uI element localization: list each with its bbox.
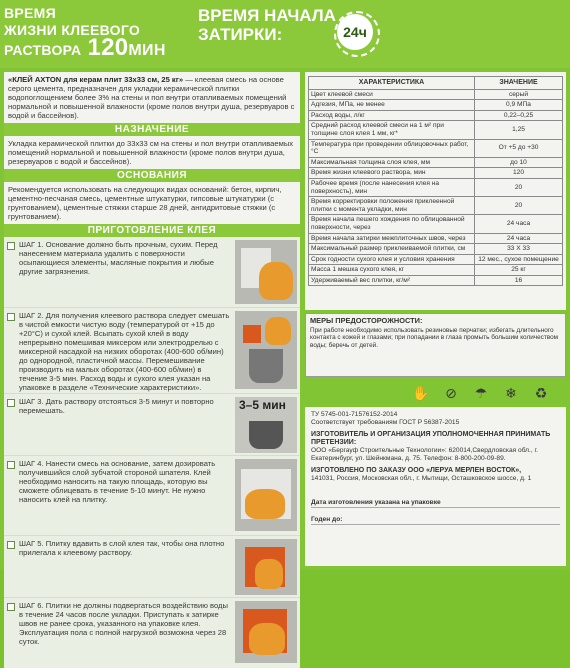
intro-description: — клеевая смесь на основе серого цемента, предназначен для укладки керамической плитки водопоглощением более 3% на стены и пол внутри отапливаемых помещений нормальной и повышенной влажности (кроме полов внутри душа, резервуаров с водой и бассейнов). <box>8 75 295 120</box>
product-name: «КЛЕЙ AXTON для керам плит 33х33 см, 25 кг» <box>8 75 184 84</box>
spec-row <box>309 233 563 244</box>
gloves-icon: ✋ <box>412 385 430 401</box>
spec-characteristic: Рабочее время (после нанесения клея на поверхность), мин <box>309 178 475 196</box>
order-text: 141031, Россия, Московская обл., г. Мытищи, Осташковское шоссе, д. 1 <box>311 475 532 482</box>
spec-row <box>309 197 563 215</box>
no-children-icon: ⊘ <box>445 385 457 401</box>
mix-life-unit: МИН <box>128 42 166 59</box>
wait-illustration-icon <box>235 397 297 453</box>
checkbox-icon <box>7 603 15 611</box>
purpose-text: Укладка керамической плитки до 33х33 см на стены и пол внутри отапливаемых помещений нормальной и повышенной влажности (кроме полов внутри душа, резервуаров с водой и бассейнов). <box>4 136 300 169</box>
manufacture-date-line <box>311 497 560 508</box>
spec-value: 20 <box>475 197 563 215</box>
timer-badge <box>337 14 373 50</box>
mix-life-value: 120 <box>87 34 129 61</box>
spec-characteristic: Максимальная толщина слоя клея, мм <box>309 157 475 168</box>
spec-value: 0,9 МПа <box>475 100 563 111</box>
mixing-illustration-icon <box>235 311 297 389</box>
keep-dry-icon: ☂ <box>474 385 488 401</box>
purpose-title: НАЗНАЧЕНИЕ <box>4 123 300 136</box>
spec-characteristic: Средний расход клеевой смеси на 1 м² при толщине слоя клея 1 мм, кг* <box>309 121 475 139</box>
spec-value: 0,22–0,25 <box>475 110 563 121</box>
checkbox-icon <box>7 399 15 407</box>
warning-text: При работе необходимо использовать резиновые перчатки; избегать длительного контакта с кожей и глазами; при попадании в глаза промыть большим количеством воды; беречь от детей. <box>310 326 559 349</box>
manufacturer-info <box>305 407 566 566</box>
recycle-icon: ♻ <box>534 385 548 401</box>
spec-value: 20 <box>475 178 563 196</box>
spec-row <box>309 139 563 157</box>
step-5 <box>4 536 300 598</box>
step-text: ШАГ 3. Дать раствору отстояться 3-5 минут и повторно перемешать. <box>19 397 214 415</box>
spec-value: 24 часа <box>475 233 563 244</box>
grout-start-label <box>198 6 336 44</box>
spec-row <box>309 110 563 121</box>
valid-until-line <box>311 514 560 525</box>
spec-value: 12 мес., сухое помещение <box>475 254 563 265</box>
manufacture-date-label: Дата изготовления указана на упаковке <box>311 499 445 507</box>
step-4 <box>4 456 300 536</box>
spec-row <box>309 89 563 100</box>
spec-value: 1,25 <box>475 121 563 139</box>
spec-characteristic: Температура при проведении облицовочных работ, °С <box>309 139 475 157</box>
step-6 <box>4 598 300 668</box>
spec-value: 33 Х 33 <box>475 244 563 255</box>
spec-header-characteristic: ХАРАКТЕРИСТИКА <box>309 77 475 90</box>
steps-list <box>4 237 300 668</box>
step-2 <box>4 308 300 394</box>
spec-value: серый <box>475 89 563 100</box>
spec-row <box>309 275 563 286</box>
maker-title: ИЗГОТОВИТЕЛЬ И ОРГАНИЗАЦИЯ УПОЛНОМОЧЕННАЯ ПРИНИМАТЬ ПРЕТЕНЗИИ: <box>311 431 551 446</box>
spec-characteristic: Расход воды, л/кг <box>309 110 475 121</box>
spec-value: 25 кг <box>475 265 563 276</box>
bases-title: ОСНОВАНИЯ <box>4 169 300 182</box>
spec-characteristic: Удерживаемый вес плитки, кг/м² <box>309 275 475 286</box>
warning-box <box>305 313 566 377</box>
spec-row <box>309 178 563 196</box>
maker-text: ООО «Бергауф Строительные Технологии»: 620014,Свердловская обл., г. Екатеринбург, ул. Шейнкмана, д. 75. Телефон: 8-800-200-09-89. <box>311 447 538 462</box>
spec-characteristic: Время корректировки положения приклеенной плитки с момента укладки, мин <box>309 197 475 215</box>
checkbox-icon <box>7 541 15 549</box>
spec-row <box>309 157 563 168</box>
tu-code: ТУ 5745-001-71576152-2014 <box>311 411 398 418</box>
header-line: ЗАТИРКИ: <box>198 25 283 44</box>
bases-text: Рекомендуется использовать на следующих видах оснований: бетон, кирпич, цементно-песчаная смесь, цементные штукатурки, гипсовые штукатурки (с грунтованием), цементные стяжки старше 28 дней, ангидритовые стяжки (с грунтованием). <box>4 182 300 224</box>
spec-characteristic: Время начала пешего хождения по облицованной поверхности, через <box>309 215 475 233</box>
mix-life-label <box>4 5 166 59</box>
spec-value: до 10 <box>475 157 563 168</box>
spec-table <box>308 76 563 286</box>
prep-title: ПРИГОТОВЛЕНИЕ КЛЕЯ <box>4 224 300 237</box>
spec-characteristic: Время жизни клеевого раствора, мин <box>309 168 475 179</box>
spec-table-panel <box>305 72 566 310</box>
header-line: ВРЕМЯ <box>4 5 57 21</box>
step-text: ШАГ 4. Нанести смесь на основание, затем дозировать получившийся слой зубчатой стороной шпателя. Клей необходимо наносить на такую площадь, которую вы сможете облицевать в течение 5-10 минут. Не нужно наносить клей на плитку. <box>19 459 216 504</box>
spec-characteristic: Срок годности сухого клея и условия хранения <box>309 254 475 265</box>
wait-time-label: 3–5 мин <box>239 398 286 412</box>
spec-row <box>309 121 563 139</box>
date-lines <box>311 497 560 525</box>
spec-value: От +5 до +30 <box>475 139 563 157</box>
gost-standard: Соответствует требованиям ГОСТ Р 56387-2015 <box>311 419 460 426</box>
header-line: ЖИЗНИ КЛЕЕВОГО <box>4 22 141 38</box>
spec-row <box>309 215 563 233</box>
header-band <box>0 0 570 68</box>
warning-title: МЕРЫ ПРЕДОСТОРОЖНОСТИ: <box>310 316 423 325</box>
spec-value: 120 <box>475 168 563 179</box>
step-text: ШАГ 2. Для получения клеевого раствора следует смешать в чистой емкости чистую воду (температурой от +15 до +20°С) и сухой клей. Всыпать сухой клей в воду непрерывно помешивая миксером или электродрелью с миксерной насадкой на низких оборотах (400-600 об/мин) до однородной, пластичной массы. Перемешивание производить на малых оборотах (400-600 об/мин) в течение 3-5 мин. Расход воды и сухого клея указан на упаковке в разделе «Технические характеристики». <box>19 311 230 392</box>
spec-characteristic: Время начала затирки межплиточных швов, через <box>309 233 475 244</box>
scraper-illustration-icon <box>235 240 297 304</box>
step-1 <box>4 237 300 308</box>
valid-until-label: Годен до: <box>311 516 346 524</box>
step-text: ШАГ 5. Плитку вдавить в слой клея так, чтобы она плотно прилегала к клеевому раствору. <box>19 539 225 557</box>
trowel-illustration-icon <box>235 459 297 531</box>
timer-value: 24ч <box>343 24 367 40</box>
spec-header-value: ЗНАЧЕНИЕ <box>475 77 563 90</box>
safety-icons <box>305 380 566 406</box>
spec-characteristic: Цвет клеевой смеси <box>309 89 475 100</box>
instructions-column <box>4 72 300 646</box>
spec-row <box>309 254 563 265</box>
spec-row <box>309 100 563 111</box>
spec-row <box>309 244 563 255</box>
step-text: ШАГ 6. Плитки не должны подвергаться воздействию воды в течение 24 часов после укладки. Приступать к затирке швов не ранее срока, указанного на упаковке клея. Эксплуатация пола с полной нагрузкой возможна через 28 суток. <box>19 601 228 646</box>
checkbox-icon <box>7 461 15 469</box>
spec-characteristic: Адгезия, МПа, не менее <box>309 100 475 111</box>
tile-press-illustration-icon <box>235 539 297 595</box>
spec-value: 24 часа <box>475 215 563 233</box>
spec-characteristic: Максимальный размер приклеиваемой плитки, см <box>309 244 475 255</box>
intro-text <box>4 72 300 123</box>
step-text: ШАГ 1. Основание должно быть прочным, сухим. Перед нанесением материала удалить с поверхности осыпающиеся элементы, масляные покрытия и любые другие загрязнения. <box>19 240 218 276</box>
spec-row <box>309 168 563 179</box>
spec-value: 16 <box>475 275 563 286</box>
sponge-illustration-icon <box>235 601 297 663</box>
step-3 <box>4 394 300 456</box>
spec-row <box>309 265 563 276</box>
spec-characteristic: Масса 1 мешка сухого клея, кг <box>309 265 475 276</box>
checkbox-icon <box>7 313 15 321</box>
checkbox-icon <box>7 242 15 250</box>
header-line: ВРЕМЯ НАЧАЛА <box>198 6 336 25</box>
order-title: ИЗГОТОВЛЕНО ПО ЗАКАЗУ ООО «ЛЕРУА МЕРЛЕН ВОСТОК», <box>311 467 522 474</box>
header-line: РАСТВОРА <box>4 42 82 58</box>
frost-icon: ❄ <box>505 385 517 401</box>
